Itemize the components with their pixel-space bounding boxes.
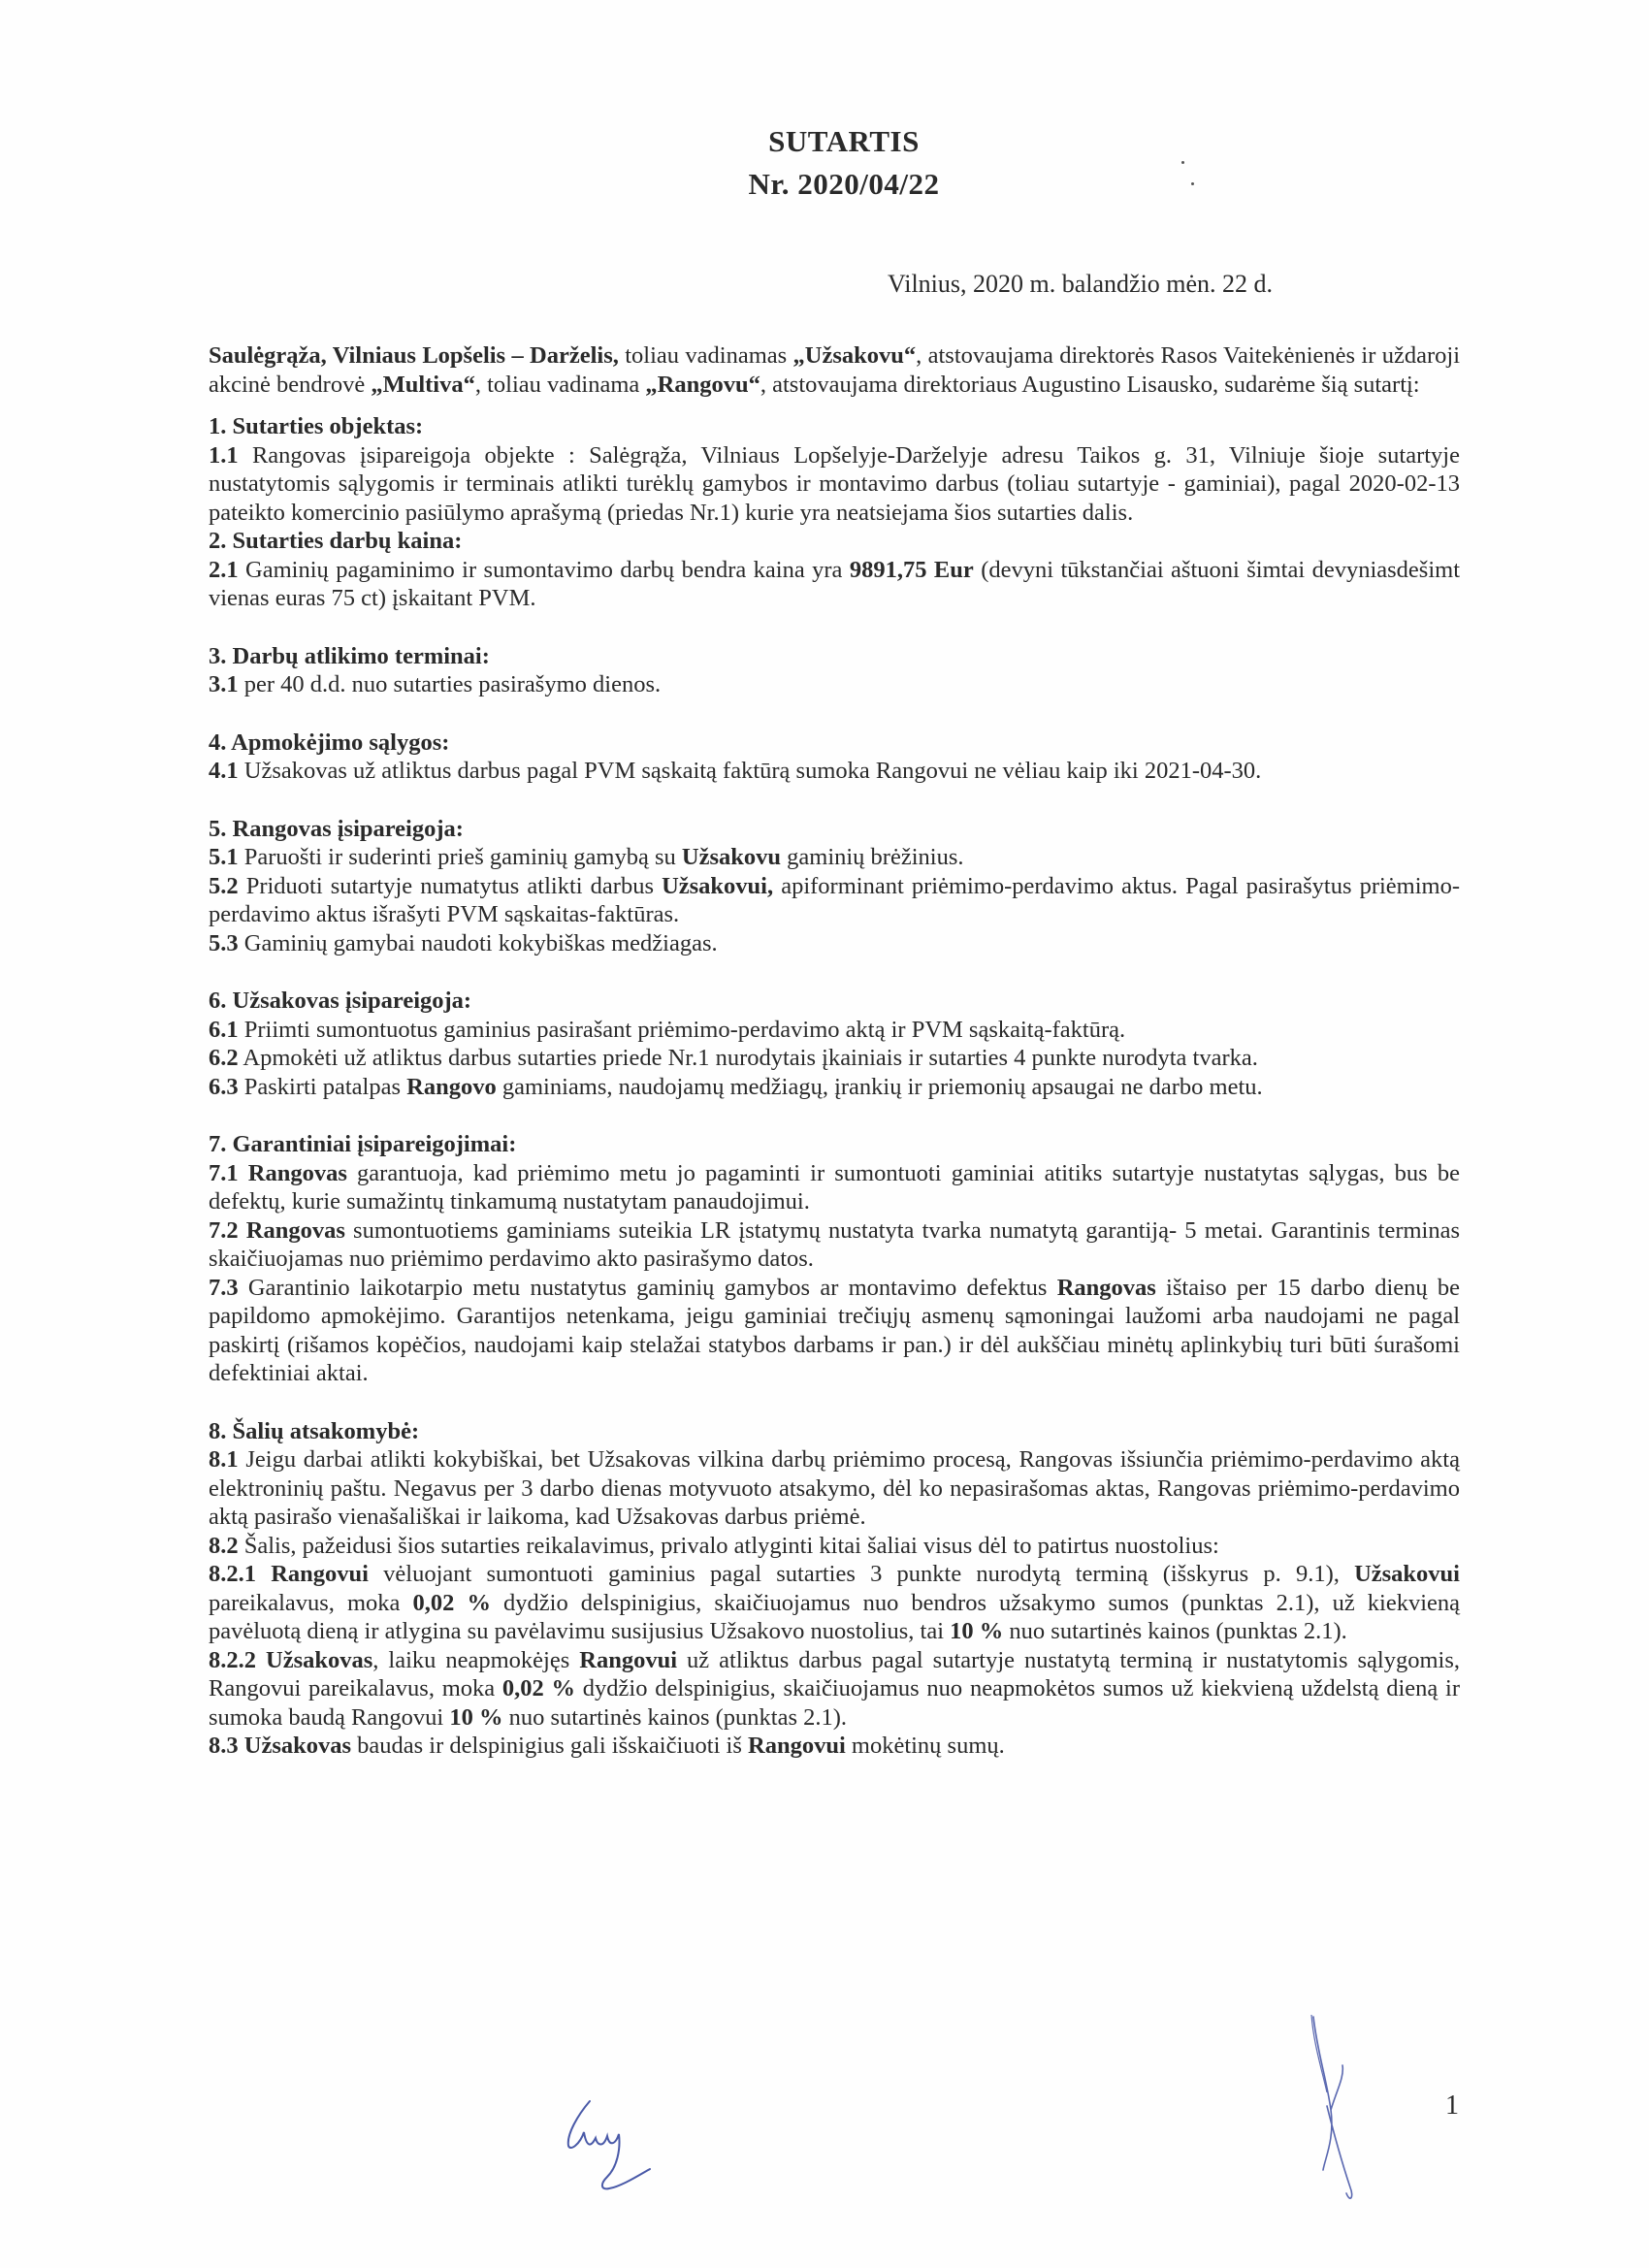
clause-4-1: 4.1 Užsakovas už atliktus darbus pagal PVM sąskaitą faktūrą sumoka Rangovui ne vėliau kaip iki 2021-04-30. bbox=[209, 758, 1262, 784]
contract-body bbox=[209, 341, 1460, 1761]
clause-3-1: 3.1 per 40 d.d. nuo sutarties pasirašymo dienos. bbox=[209, 671, 662, 697]
clause-5-1: 5.1 Paruošti ir suderinti prieš gaminių gamybą su Užsakovu gaminių brėžinius. bbox=[209, 844, 964, 870]
page-number: 1 bbox=[1445, 2090, 1459, 2121]
clause-8-2: 8.2 Šalis, pažeidusi šios sutarties reikalavimus, privalo atlyginti kitai šaliai visus dėl to patirtus nuostolius: bbox=[209, 1532, 1219, 1559]
clause-7-3: 7.3 Garantinio laikotarpio metu nustatytus gaminių gamybos ar montavimo defektus Rangovas ištaiso per 15 darbo dienų be papildomo apmokėjimo. Garantijos netenkama, jeigu gaminiai trečiųjų asmenų sąmoningai laužomi arba naudojami ne pagal paskirtį (rišamos kopėčios, naudojami kaip stelažai statybos darbams ir pan.) ir dėl aukščiau minėtų aplinkybių turi būti śurašomi defektiniai aktai. bbox=[209, 1274, 1460, 1386]
document-title: SUTARTIS bbox=[768, 124, 920, 158]
clause-8-2-1: 8.2.1 Rangovui vėluojant sumontuoti gaminius pagal sutarties 3 punkte nurodytą terminą (išskyrus p. 9.1), Užsakovui pareikalavus, moka 0,02 % dydžio delspinigius, skaičiuojamus nuo bendros užsakymo sumos (punktas 2.1), už kiekvieną pavėluotą dieną ir atlygina su pavėlavimu susijusius Užsakovo nuostolius, tai 10 % nuo sutartinės kainos (punktas 2.1). bbox=[209, 1561, 1461, 1644]
section-1-heading: 1. Sutarties objektas: bbox=[209, 413, 424, 439]
clause-8-1: 8.1 Jeigu darbai atlikti kokybiškai, bet Užsakovas vilkina darbų priėmimo procesą, Rangovas išsiunčia priėmimo-perdavimo aktą elektroninių paštu. Negavus per 3 darbo dienas motyvuoto atsakymo, dėl ko nepasirašomas aktas, Rangovas priėmimo-perdavimo aktą pasirašo vienašališkai ir laikoma, kad Užsakovas darbus priėmė. bbox=[209, 1446, 1460, 1530]
scan-speck bbox=[1181, 161, 1184, 164]
clause-7-2: 7.2 Rangovas sumontuotiems gaminiams suteikia LR įstatymų nustatyta tvarka numatytą garantiją- 5 metai. Garantinis terminas skaičiuojamas nuo priėmimo perdavimo akto pasirašymo datos. bbox=[209, 1216, 1460, 1272]
clause-5-2: 5.2 Priduoti sutartyje numatytus atlikti darbus Užsakovui, apiforminant priėmimo-perdavimo aktus. Pagal pasirašytus priėmimo-perdavimo aktus išrašyti PVM sąskaitas-faktūras. bbox=[209, 872, 1460, 927]
clause-2-1: 2.1 Gaminių pagaminimo ir sumontavimo darbų bendra kaina yra 9891,75 Eur (devyni tūkstančiai aštuoni šimtai devyniasdešimt vienas euras 75 ct) įskaitant PVM. bbox=[209, 556, 1460, 611]
section-7-heading: 7. Garantiniai įsipareigojimai: bbox=[209, 1131, 517, 1157]
place-and-date: Vilnius, 2020 m. balandžio mėn. 22 d. bbox=[888, 270, 1274, 298]
section-5-heading: 5. Rangovas įsipareigoja: bbox=[209, 815, 464, 842]
document-number: Nr. 2020/04/22 bbox=[748, 167, 940, 201]
section-2-heading: 2. Sutarties darbų kaina: bbox=[209, 528, 463, 554]
clause-8-2-2: 8.2.2 Užsakovas, laiku neapmokėjęs Rangovui už atliktus darbus pagal sutartyje nustatytą terminą ir nustatytomis sąlygomis, Rangovui pareikalavus, moka 0,02 % dydžio delspinigius, skaičiuojamus nuo neapmokėtos sumos už kiekvieną uždelstą dieną ir sumoka baudą Rangovui 10 % nuo sutartinės kainos (punktas 2.1). bbox=[209, 1646, 1460, 1731]
section-3-heading: 3. Darbų atlikimo terminai: bbox=[209, 642, 490, 669]
section-8-heading: 8. Šalių atsakomybė: bbox=[209, 1417, 420, 1444]
clause-5-3: 5.3 Gaminių gamybai naudoti kokybiškas medžiagas. bbox=[209, 929, 718, 956]
clause-8-3: 8.3 Užsakovas baudas ir delspinigius gali išskaičiuoti iš Rangovui mokėtinų sumų. bbox=[209, 1733, 1005, 1759]
contract-price: 9891,75 Eur bbox=[849, 556, 974, 583]
clause-1-1: 1.1 Rangovas įsipareigoja objekte : Salėgrąža, Vilniaus Lopšelyje-Darželyje adresu Taikos g. 31, Vilniuje šioje sutartyje nustatytomis sąlygomis ir terminais atlikti turėklų gamybos ir montavimo darbus (toliau sutartyje - gaminiai), pagal 2020-02-13 pateikto komercinio pasiūlymo aprašymą (priedas Nr.1) kurie yra neatsiejama šios sutarties dalis. bbox=[209, 441, 1460, 526]
clause-7-1: 7.1 Rangovas garantuoja, kad priėmimo metu jo pagaminti ir sumontuoti gaminiai atitiks sutartyje nustatytas sąlygas, bus be defektų, kurie sumažintų tinkamumą nustatytam panaudojimui. bbox=[209, 1159, 1460, 1215]
clause-6-3: 6.3 Paskirti patalpas Rangovo gaminiams, naudojamų medžiagų, įrankių ir priemonių apsaugai ne darbo metu. bbox=[209, 1073, 1263, 1100]
clause-6-1: 6.1 Priimti sumontuotus gaminius pasirašant priėmimo-perdavimo aktą ir PVM sąskaitą-faktūrą. bbox=[209, 1016, 1126, 1043]
contractor-signature bbox=[1308, 2013, 1385, 2217]
section-4-heading: 4. Apmokėjimo sąlygos: bbox=[209, 729, 450, 756]
section-6-heading: 6. Užsakovas įsipareigoja: bbox=[209, 988, 472, 1014]
preamble: Saulėgrąža, Vilniaus Lopšelis – Darželis, toliau vadinamas „Užsakovu“, atstovaujama direktorės Rasos Vaitekėnienės ir uždaroji akcinė bendrovė „Multiva“, toliau vadinama „Rangovu“, atstovaujama direktoriaus Augustino Lisausko, sudarėme šią sutartį: bbox=[209, 342, 1460, 398]
customer-signature bbox=[561, 2095, 667, 2202]
clause-6-2: 6.2 Apmokėti už atliktus darbus sutarties priede Nr.1 nurodytais įkainiais ir sutarties 4 punkte nurodyta tvarka. bbox=[209, 1045, 1258, 1071]
